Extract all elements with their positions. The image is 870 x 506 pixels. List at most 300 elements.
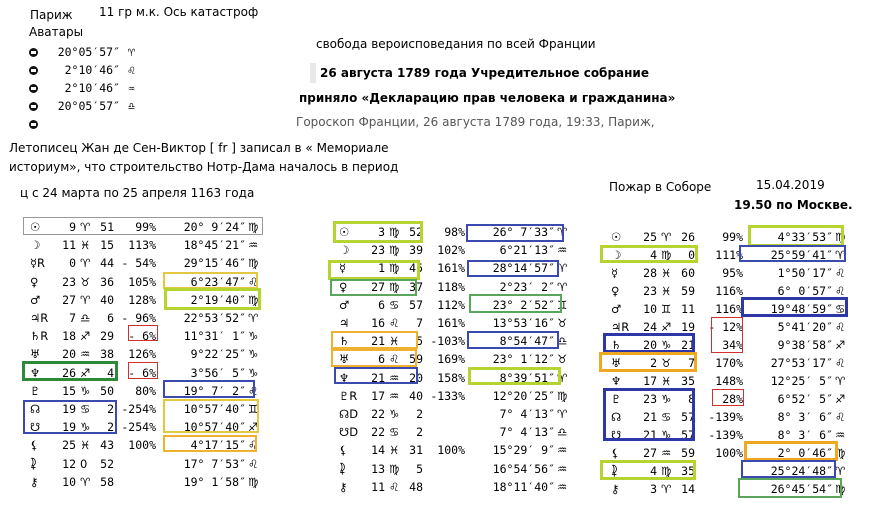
planet-glyph-icon: ☉ [30,220,41,234]
position-sign-icon: ♈ [835,248,846,262]
position-sign-icon: ♍ [835,482,846,496]
minute-value: 20 [409,370,423,385]
position-value: 27°53′17″ [770,356,833,370]
minute-value: 35 [681,464,695,478]
degree-value: 4 [650,464,657,478]
sign-glyph-icon: ♌ [389,316,400,330]
percent-value: 148% [715,374,743,388]
percent-value: - 12% [708,320,743,334]
degree-value: 22 [371,407,385,421]
degree-value: 1 [378,261,385,276]
table-row [607,265,857,281]
planet-glyph-icon: ♂ [611,302,622,316]
chronicle-line-3: ц с 24 марта по 25 апреля 1163 года [20,186,255,200]
position-sign-icon: ♌ [248,456,259,471]
percent-value: 99% [722,230,743,244]
position-sign-icon: ♉ [557,352,568,367]
avatar-sign-icon: ♈ [128,45,135,59]
avatar-position: 20°05′57″ [57,45,120,59]
planet-glyph-icon: ☋D [339,425,359,440]
percent-value: 112% [437,297,465,312]
percent-value: 158% [437,370,465,385]
sign-glyph-icon: ♍ [389,243,400,258]
highlight-box [23,400,117,434]
highlight-box [331,349,417,367]
degree-value: 6 [378,352,385,367]
highlight-box [163,399,259,433]
sign-glyph-icon: ♋ [389,425,400,440]
position-sign-icon: ♈ [557,407,568,421]
sign-glyph-icon: ♑ [80,420,91,435]
minute-value: 7 [688,356,695,370]
degree-value: 19 [62,402,76,416]
percent-value: - 96% [121,311,156,325]
percent-value: 34% [722,338,743,352]
highlight-box [466,224,564,242]
position-sign-icon: ♑ [248,347,259,362]
highlight-box [741,297,848,317]
degree-value: 25 [62,438,76,453]
chronicle-line-1: Летописец Жан де Сен-Виктор [ fr ] записал в « Мемориале [9,141,389,155]
degree-value: 15 [62,383,76,398]
position-value: 26°45′54″ [770,482,833,496]
position-value: 4°33′53″ [777,230,833,244]
planet-glyph-icon: ♇R [339,388,358,403]
position-value: 1°50′17″ [777,266,833,280]
planet-glyph-icon: ♅ [611,356,622,370]
table-row [26,346,276,362]
minute-value: 6 [107,311,114,325]
position-value: 5°41′20″ [777,320,833,334]
minute-value: 36 [100,274,114,289]
highlight-box [712,389,744,406]
percent-value: 116% [715,284,743,298]
percent-value: 80% [135,383,156,398]
percent-value: 128% [128,292,156,307]
percent-value: 170% [715,356,743,370]
chronicle-line-2: историум», что строительство Нотр-Дама началось в период [9,160,399,174]
position-sign-icon: ♈ [557,225,568,239]
highlight-box [467,260,559,277]
sign-glyph-icon: ♑ [389,407,400,421]
highlight-box [164,288,261,310]
date-line: 26 августа 1789 года Учредительное собрание [320,66,649,80]
minute-value: 0 [688,248,695,262]
sign-glyph-icon: 0 [80,456,88,471]
planet-glyph-icon: ⚷ [30,474,39,489]
highlight-box [738,478,842,498]
sign-glyph-icon: ♈ [80,474,91,489]
sign-glyph-icon: ♈ [80,220,91,234]
highlight-box [23,217,263,235]
degree-value: 19 [62,420,76,435]
minute-value: 40 [100,292,114,307]
position-value: 25°24′48″ [770,464,833,478]
sign-glyph-icon: ♓ [80,438,91,453]
position-sign-icon: ♌ [248,274,259,289]
table-row [26,310,276,326]
degree-value: 20 [62,347,76,362]
position-value: 6°21′13″ [499,243,555,258]
position-sign-icon: ♎ [557,425,568,440]
highlight-box [128,362,158,379]
table-row [335,442,585,458]
percent-value: -133% [430,388,465,403]
position-value: 12°20′25″ [492,388,555,403]
position-sign-icon: ♒ [557,461,568,476]
position-sign-icon: ♒ [557,243,568,258]
position-sign-icon: ♑ [248,329,259,344]
percent-value: 28% [722,392,743,406]
highlight-box [163,380,255,398]
highlight-box [739,245,846,262]
planet-glyph-icon: ⚸ [611,446,620,460]
degree-value: 6 [378,297,385,312]
planet-glyph-icon: ⚷ [339,479,348,494]
highlight-box [467,331,559,349]
sign-glyph-icon: ♉ [80,274,91,289]
horoscope-line: Гороскоп Франции, 26 августа 1789 года, 19:33, Париж, [296,115,655,129]
percent-value: 161% [437,261,465,276]
degree-value: 11 [371,479,385,494]
position-value: 6° 0′57″ [777,284,833,298]
sign-glyph-icon: ♓ [661,284,672,298]
highlight-box [603,333,695,353]
minute-value: 39 [409,243,423,258]
percent-value: 100% [128,438,156,453]
position-value: 23° 1′12″ [492,352,555,367]
minute-value: 37 [409,279,423,294]
position-sign-icon: ♐ [835,392,846,406]
sign-glyph-icon: ♍ [389,461,400,476]
highlight-box [334,367,418,384]
position-sign-icon: ♐ [248,420,259,435]
percent-value: 105% [128,274,156,289]
degree-value: 25 [643,230,657,244]
sign-glyph-icon: ♓ [80,238,91,253]
highlight-box [600,245,698,263]
avatar-sign-icon: ♎ [128,99,135,113]
degree-value: 10 [62,474,76,489]
position-sign-icon: ♊ [248,402,259,416]
degree-value: 10 [643,302,657,316]
highlight-box [469,294,562,313]
position-value: 8°39′51″ [499,370,555,385]
position-sign-icon: ♈ [557,279,568,294]
position-sign-icon: ♍ [248,292,259,307]
degree-value: 3 [650,482,657,496]
position-sign-icon: ♌ [835,356,846,370]
position-value: 23° 2′52″ [492,297,555,312]
degree-value: 22 [371,425,385,440]
sign-glyph-icon: ♑ [661,428,672,442]
minute-value: 44 [100,256,114,271]
sign-glyph-icon: ♈ [661,230,672,244]
sign-glyph-icon: ♐ [80,329,91,344]
sign-glyph-icon: ♓ [661,266,672,280]
position-sign-icon: ♉ [557,316,568,330]
position-sign-icon: ♒ [557,443,568,458]
position-value: 4°17′15″ [190,438,246,453]
planet-glyph-icon: ♀ [30,274,39,289]
table-row [26,237,276,253]
position-sign-icon: ♌ [835,266,846,280]
sign-glyph-icon: ♑ [80,383,91,398]
position-sign-icon: ♍ [248,220,259,234]
position-sign-icon: ♒ [557,479,568,494]
minute-value: 2 [416,425,423,440]
minute-value: 5 [416,334,423,349]
avatar-marker-icon [29,84,38,93]
table-row [26,255,276,271]
minute-value: 2 [416,407,423,421]
table-row [335,315,585,331]
degree-value: 16 [371,316,385,330]
position-sign-icon: ♋ [835,302,846,316]
minute-value: 2 [107,420,114,435]
percent-value: -139% [708,428,743,442]
position-value: 29°15′46″ [183,256,246,271]
planet-glyph-icon: ♅ [30,347,41,362]
minute-value: 50 [100,383,114,398]
degree-value: 12 [62,456,76,471]
sign-glyph-icon: ♊ [661,302,672,316]
position-sign-icon: ♈ [557,261,568,276]
position-sign-icon: ♊ [557,297,568,312]
position-sign-icon: ♍ [557,388,568,403]
planet-glyph-icon: ☿ [339,261,347,276]
position-sign-icon: ♈ [248,311,259,325]
planet-glyph-icon: ⚷ [611,482,620,496]
table-row [335,461,585,477]
position-sign-icon: ♈ [835,374,846,388]
sign-glyph-icon: ♌ [389,479,400,494]
degree-value: 26 [62,365,76,380]
percent-value: - 6% [128,329,156,344]
degree-value: 27 [62,292,76,307]
percent-value: 161% [437,316,465,330]
percent-value: -254% [121,402,156,416]
degree-value: 14 [371,443,385,458]
sign-glyph-icon: ♈ [661,482,672,496]
minute-value: 38 [100,347,114,362]
degree-value: 3 [378,225,385,239]
highlight-box [330,279,417,296]
degree-value: 9 [69,220,76,234]
position-value: 6°23′47″ [190,274,246,289]
percent-value: 102% [437,243,465,258]
position-sign-icon: ♍ [835,230,846,244]
position-sign-icon: ♌ [248,438,259,453]
percent-value: 100% [437,443,465,458]
position-value: 2°19′40″ [190,292,246,307]
minute-value: 4 [107,365,114,380]
position-value: 19° 7′ 2″ [183,383,246,398]
degree-value: 13 [371,461,385,476]
table-row [335,479,585,495]
position-value: 15°29′ 9″ [492,443,555,458]
minute-value: 40 [409,388,423,403]
position-sign-icon: ♌ [835,320,846,334]
degree-value: 23 [371,243,385,258]
highlight-box [603,388,695,441]
percent-value: 118% [437,279,465,294]
table-row [335,424,585,440]
degree-value: 11 [62,238,76,253]
table-row [335,388,585,404]
percent-value: 126% [128,347,156,362]
planet-glyph-icon: ⚸ [339,443,348,458]
position-value: 16°54′56″ [492,461,555,476]
highlight-box [741,460,836,478]
planet-glyph-icon: ☊D [339,407,359,421]
position-value: 8° 3′ 6″ [777,428,833,442]
position-value: 25°59′41″ [770,248,833,262]
planet-glyph-icon: ♄ [339,334,350,349]
avatar-position: 20°05′57″ [57,99,120,113]
planet-glyph-icon: ☿ [611,266,619,280]
minute-value: 35 [681,374,695,388]
highlight-box [128,325,158,341]
position-sign-icon: ♎ [557,334,568,349]
avatar-marker-icon [29,66,38,75]
minute-value: 15 [100,238,114,253]
planet-glyph-icon: ☽ [30,238,41,253]
axis-label: 11 гр м.к. Ось катастроф [99,5,259,19]
degree-value: 23 [62,274,76,289]
minute-value: 43 [100,438,114,453]
position-value: 12°25′ 5″ [770,374,833,388]
percent-value: 99% [135,220,156,234]
planet-glyph-icon: ☊ [30,402,41,416]
sign-glyph-icon: ♋ [661,410,672,424]
minute-value: 8 [688,392,695,406]
sign-glyph-icon: ♌ [389,352,400,367]
position-value: 2°23′ 2″ [499,279,555,294]
degree-value: 18 [62,329,76,344]
position-value: 22°53′52″ [183,311,246,325]
position-sign-icon: ♍ [248,256,259,271]
position-value: 8° 3′ 6″ [777,410,833,424]
table-row [26,456,276,472]
sign-glyph-icon: ♒ [661,446,672,460]
planet-glyph-icon: ☊ [611,410,622,424]
highlight-box [22,361,118,381]
minute-value: 45 [409,261,423,276]
degree-value: 23 [643,284,657,298]
degree-value: 21 [643,410,657,424]
planet-glyph-icon: ♇ [30,383,41,398]
sign-glyph-icon: ♎ [80,311,91,325]
sign-glyph-icon: ♐ [661,320,672,334]
sign-glyph-icon: ♓ [661,374,672,388]
sign-glyph-icon: ♍ [389,279,400,294]
planet-glyph-icon: ♂ [30,292,41,307]
avatars-label: Аватары [29,25,84,39]
position-value: 6°52′ 5″ [777,392,833,406]
highlight-box [328,260,420,280]
minute-value: 26 [681,230,695,244]
minute-value: 2 [107,402,114,416]
planet-glyph-icon: ☉ [339,225,350,239]
position-sign-icon: ♌ [835,284,846,298]
minute-value: 7 [416,316,423,330]
highlight-box [744,441,838,461]
highlight-box [599,352,697,372]
planet-glyph-icon: ♂ [339,297,350,312]
degree-value: 20 [643,338,657,352]
planet-glyph-icon: ♇ [611,392,622,406]
minute-value: 5 [416,461,423,476]
planet-glyph-icon: ♀ [611,284,620,298]
planet-glyph-icon: ☿R [30,256,46,271]
minute-value: 19 [681,320,695,334]
minute-value: 52 [409,225,423,239]
percent-value: - 54% [121,256,156,271]
position-value: 17° 7′53″ [183,456,246,471]
planet-glyph-icon: ⯝ [339,461,346,476]
minute-value: 48 [409,479,423,494]
position-sign-icon: ♌ [835,410,846,424]
city-label: Париж [30,8,73,22]
planet-glyph-icon: ♀ [339,279,348,294]
highlight-box [711,317,743,353]
table-row [26,474,276,490]
gray-bar [310,63,316,83]
degree-value: 21 [371,334,385,349]
sign-glyph-icon: ♍ [661,248,672,262]
position-sign-icon: ♌ [248,383,259,398]
position-value: 18°45′21″ [183,238,246,253]
degree-value: 17 [643,374,657,388]
planet-glyph-icon: ♆ [30,365,41,380]
planet-glyph-icon: ⚸ [30,438,39,453]
position-value: 26° 7′33″ [492,225,555,239]
planet-glyph-icon: ☋ [611,428,622,442]
sign-glyph-icon: ♋ [80,402,91,416]
degree-value: 21 [371,370,385,385]
position-value: 19°48′59″ [770,302,833,316]
avatar-marker-icon [29,48,38,57]
degree-value: 28 [643,266,657,280]
minute-value: 57 [409,297,423,312]
sign-glyph-icon: ♍ [389,261,400,276]
position-value: 11°31′ 1″ [183,329,246,344]
planet-glyph-icon: ☉ [611,230,622,244]
sign-glyph-icon: ♉ [661,356,672,370]
position-value: 7° 4′13″ [499,425,555,440]
sign-glyph-icon: ♒ [389,370,400,385]
sign-glyph-icon: ♓ [389,443,400,458]
degree-value: 2 [650,356,657,370]
sign-glyph-icon: ♓ [389,334,400,349]
minute-value: 52 [100,456,114,471]
position-sign-icon: ♈ [557,370,568,385]
degree-value: 4 [650,248,657,262]
position-value: 18°11′40″ [492,479,555,494]
highlight-box [331,331,418,349]
sign-glyph-icon: ♋ [389,297,400,312]
table-row [335,242,585,258]
freedom-note: свобода вероисповедания по всей Франции [316,37,596,51]
percent-value: -103% [430,334,465,349]
highlight-box [333,221,423,243]
position-value: 8°54′47″ [499,334,555,349]
highlight-box [468,367,561,385]
planet-glyph-icon: ⯝ [611,464,618,478]
avatar-position: 2°10′46″ [64,81,120,95]
position-sign-icon: ♈ [835,464,846,478]
